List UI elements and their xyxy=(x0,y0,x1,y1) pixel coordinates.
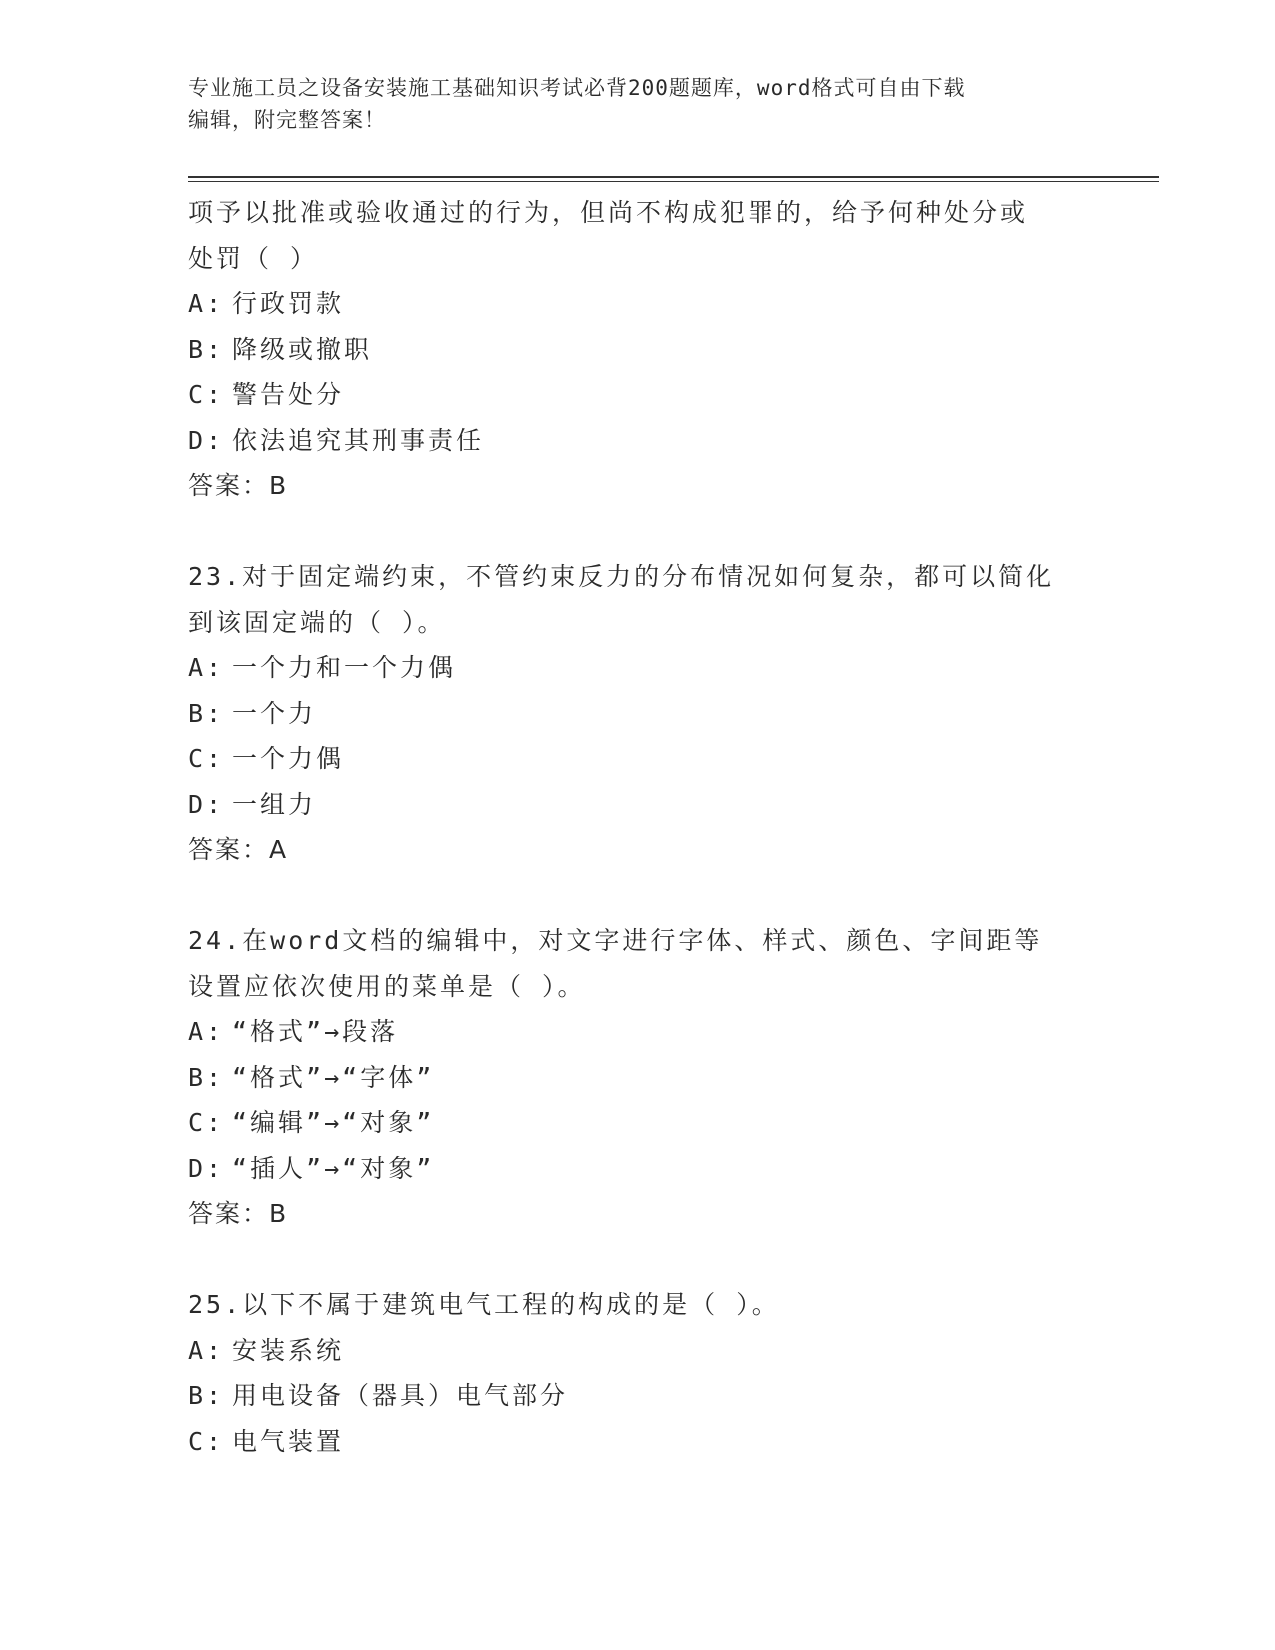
option-b xyxy=(188,327,1088,373)
option-c xyxy=(188,1100,1088,1146)
option-text: 一组力 xyxy=(232,789,317,819)
option-text: “格式”→“字体” xyxy=(232,1062,435,1092)
option-key: B: xyxy=(188,1381,225,1410)
question-stem: 23.对于固定端约束，不管约束反力的分布情况如何复杂，都可以简化 xyxy=(188,562,1055,591)
option-text: 一个力 xyxy=(232,698,317,728)
option-key: B: xyxy=(188,698,225,728)
question-22 xyxy=(188,190,1088,509)
question-spacer xyxy=(188,1237,1088,1283)
option-key: C: xyxy=(188,1108,225,1137)
option-text: “格式”→段落 xyxy=(232,1017,399,1046)
option-text: 降级或撤职 xyxy=(232,334,373,364)
option-key: D: xyxy=(188,1153,225,1183)
option-a xyxy=(188,281,1088,327)
question-spacer xyxy=(188,873,1088,919)
option-text: 一个力和一个力偶 xyxy=(232,653,457,682)
answer-line: 答案：B xyxy=(188,471,289,500)
question-stem: 设置应依次使用的菜单是（ ）。 xyxy=(188,971,586,1001)
option-key: B: xyxy=(188,334,225,364)
question-stem: 项予以批准或验收通过的行为，但尚不构成犯罪的，给予何种处分或 xyxy=(188,198,1029,227)
question-stem: 25.以下不属于建筑电气工程的构成的是（ ）。 xyxy=(188,1290,780,1319)
option-text: “编辑”→“对象” xyxy=(232,1108,435,1137)
option-key: A: xyxy=(188,653,225,682)
option-a xyxy=(188,1009,1088,1055)
option-text: 行政罚款 xyxy=(232,289,345,318)
option-key: A: xyxy=(188,1017,225,1046)
option-text: 安装系统 xyxy=(232,1335,345,1365)
question-spacer xyxy=(188,509,1088,555)
option-c xyxy=(188,1419,1088,1465)
option-d xyxy=(188,1146,1088,1192)
option-key: A: xyxy=(188,1335,225,1365)
option-key: C: xyxy=(188,1426,225,1456)
option-a xyxy=(188,1328,1088,1374)
document-header xyxy=(188,72,1078,136)
option-text: 用电设备（器具）电气部分 xyxy=(232,1381,569,1410)
option-key: B: xyxy=(188,1062,225,1092)
question-24 xyxy=(188,918,1088,1237)
option-key: C: xyxy=(188,744,225,773)
option-c xyxy=(188,372,1088,418)
option-d xyxy=(188,418,1088,464)
option-d xyxy=(188,782,1088,828)
option-text: 电气装置 xyxy=(232,1426,345,1456)
question-stem: 到该固定端的（ ）。 xyxy=(188,607,446,637)
question-list xyxy=(188,190,1088,1464)
option-b xyxy=(188,1055,1088,1101)
answer-line: 答案：B xyxy=(188,1199,289,1228)
answer-line: 答案：A xyxy=(188,835,289,864)
option-text: “插人”→“对象” xyxy=(232,1153,435,1183)
question-stem: 24.在word文档的编辑中，对文字进行字体、样式、颜色、字间距等 xyxy=(188,926,1043,955)
option-text: 一个力偶 xyxy=(232,744,345,773)
question-23 xyxy=(188,554,1088,873)
question-25 xyxy=(188,1282,1088,1464)
option-key: A: xyxy=(188,289,225,318)
header-title-line-2: 编辑，附完整答案！ xyxy=(188,108,386,132)
option-c xyxy=(188,736,1088,782)
option-text: 依法追究其刑事责任 xyxy=(232,425,485,455)
option-key: C: xyxy=(188,380,225,409)
header-title-line-1: 专业施工员之设备安装施工基础知识考试必背200题题库，word格式可自由下载 xyxy=(188,76,966,100)
option-key: D: xyxy=(188,789,225,819)
header-divider-thin xyxy=(188,181,1159,182)
option-a xyxy=(188,645,1088,691)
option-b xyxy=(188,691,1088,737)
header-divider-thick xyxy=(188,176,1159,178)
option-b xyxy=(188,1373,1088,1419)
option-text: 警告处分 xyxy=(232,380,345,409)
question-stem: 处罚（ ） xyxy=(188,243,319,273)
option-key: D: xyxy=(188,425,225,455)
